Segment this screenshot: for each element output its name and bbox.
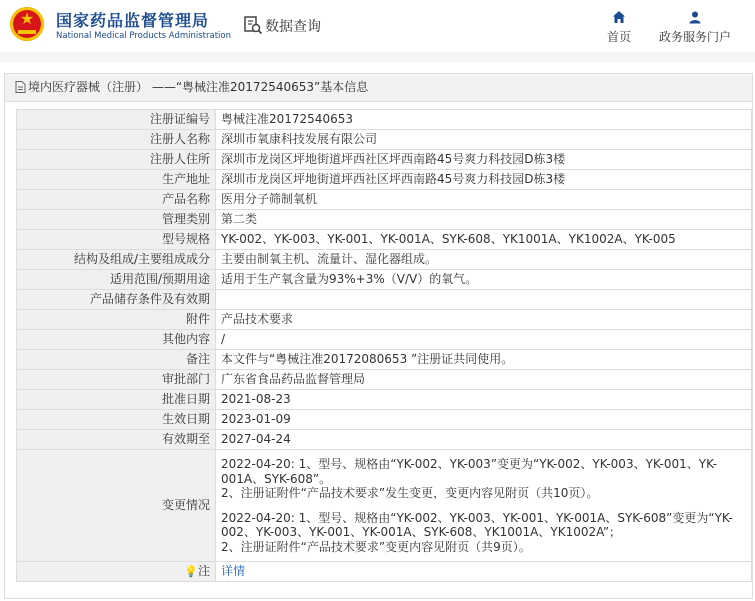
field-label: 适用范围/预期用途 [17, 270, 216, 290]
field-label: 型号规格 [17, 230, 216, 250]
field-label: 备注 [17, 350, 216, 370]
field-value: 医用分子筛制氧机 [216, 190, 752, 210]
change-history [216, 450, 752, 562]
field-value: 产品技术要求 [216, 310, 752, 330]
change-line: 2022-04-20: 1、型号、规格由“YK-002、YK-003”变更为“YK-002、YK-003、YK-001、YK-001A、SYK-608”。 [221, 457, 718, 486]
note-label: 注 [197, 564, 210, 578]
field-value: 2023-01-09 [216, 410, 752, 430]
registration-info-table [16, 109, 752, 582]
field-value: 深圳市氧康科技发展有限公司 [216, 130, 752, 150]
table-row [17, 370, 752, 390]
details-link[interactable]: 详情 [221, 564, 246, 578]
note-label-cell [17, 562, 216, 582]
change-line: 2、注册证附件“产品技术要求”发生变更，变更内容见附页（共10页）。 [221, 486, 599, 500]
user-icon [688, 10, 702, 24]
table-row [17, 230, 752, 250]
field-label: 批准日期 [17, 390, 216, 410]
field-label: 注册人住所 [17, 150, 216, 170]
lightbulb-icon: 💡 [184, 565, 198, 578]
panel-header [5, 74, 752, 102]
field-label: 生产地址 [17, 170, 216, 190]
field-label: 产品储存条件及有效期 [17, 290, 216, 310]
field-label: 有效期至 [17, 430, 216, 450]
detail-panel [4, 73, 753, 599]
field-value: YK-002、YK-003、YK-001、YK-001A、SYK-608、YK1001A、YK1002A、YK-005 [216, 230, 752, 250]
table-row [17, 562, 752, 582]
table-row [17, 210, 752, 230]
home-icon [612, 10, 626, 24]
table-row [17, 150, 752, 170]
nav-gov-portal-label: 政务服务门户 [658, 30, 731, 44]
table-row [17, 170, 752, 190]
table-row [17, 330, 752, 350]
field-value [216, 290, 752, 310]
table-row [17, 390, 752, 410]
field-value: 深圳市龙岗区坪地街道坪西社区坪西南路45号爽力科技园D栋3楼 [216, 150, 752, 170]
field-value: 第二类 [216, 210, 752, 230]
field-value: 2027-04-24 [216, 430, 752, 450]
field-value: / [216, 330, 752, 350]
site-header [0, 0, 755, 52]
nav-gov-portal[interactable] [650, 10, 740, 45]
national-emblem-icon[interactable]: ★ [10, 7, 44, 41]
table-row [17, 250, 752, 270]
change-entry [221, 457, 746, 501]
nav-home-label: 首页 [606, 30, 631, 44]
field-label: 其他内容 [17, 330, 216, 350]
document-icon [15, 81, 26, 93]
data-query-link[interactable]: 数据查询 [265, 19, 321, 35]
field-label: 审批部门 [17, 370, 216, 390]
change-line: 2022-04-20: 1、型号、规格由“YK-002、YK-003、YK-001、YK-001A、SYK-608”变更为“YK-002、YK-003、YK-001、YK-001A、SYK-608、YK1001A、YK1002A”； [221, 510, 733, 539]
table-row [17, 310, 752, 330]
header-divider [0, 52, 755, 62]
table-row [17, 270, 752, 290]
change-line: 2、注册证附件“产品技术要求”变更内容见附页（共9页）。 [221, 539, 531, 554]
note-value [216, 562, 752, 582]
change-entry [221, 511, 746, 555]
table-row [17, 190, 752, 210]
field-value: 本文件与“粤械注准20172080653 ”注册证共同使用。 [216, 350, 752, 370]
table-row [17, 450, 752, 562]
data-query-icon[interactable] [243, 15, 263, 35]
field-value: 2021-08-23 [216, 390, 752, 410]
field-label: 生效日期 [17, 410, 216, 430]
field-label: 变更情况 [17, 450, 216, 562]
field-label: 产品名称 [17, 190, 216, 210]
panel-title: 境内医疗器械（注册） ——“粤械注准20172540653”基本信息 [28, 80, 369, 94]
site-logo-subtitle[interactable]: National Medical Products Administration [56, 31, 231, 41]
field-label: 注册人名称 [17, 130, 216, 150]
nav-home[interactable] [600, 10, 638, 45]
table-row [17, 430, 752, 450]
field-value: 主要由制氧主机、流量计、湿化器组成。 [216, 250, 752, 270]
field-label: 注册证编号 [17, 110, 216, 130]
table-row [17, 130, 752, 150]
field-label: 附件 [17, 310, 216, 330]
field-label: 管理类别 [17, 210, 216, 230]
table-row [17, 290, 752, 310]
site-logo-title[interactable]: 国家药品监督管理局 [56, 11, 210, 30]
field-value: 适用于生产氧含量为93%+3%（V/V）的氧气。 [216, 270, 752, 290]
table-row [17, 410, 752, 430]
field-value: 深圳市龙岗区坪地街道坪西社区坪西南路45号爽力科技园D栋3楼 [216, 170, 752, 190]
table-row [17, 110, 752, 130]
field-value: 广东省食品药品监督管理局 [216, 370, 752, 390]
table-row [17, 350, 752, 370]
field-value: 粤械注准20172540653 [216, 110, 752, 130]
field-label: 结构及组成/主要组成成分 [17, 250, 216, 270]
